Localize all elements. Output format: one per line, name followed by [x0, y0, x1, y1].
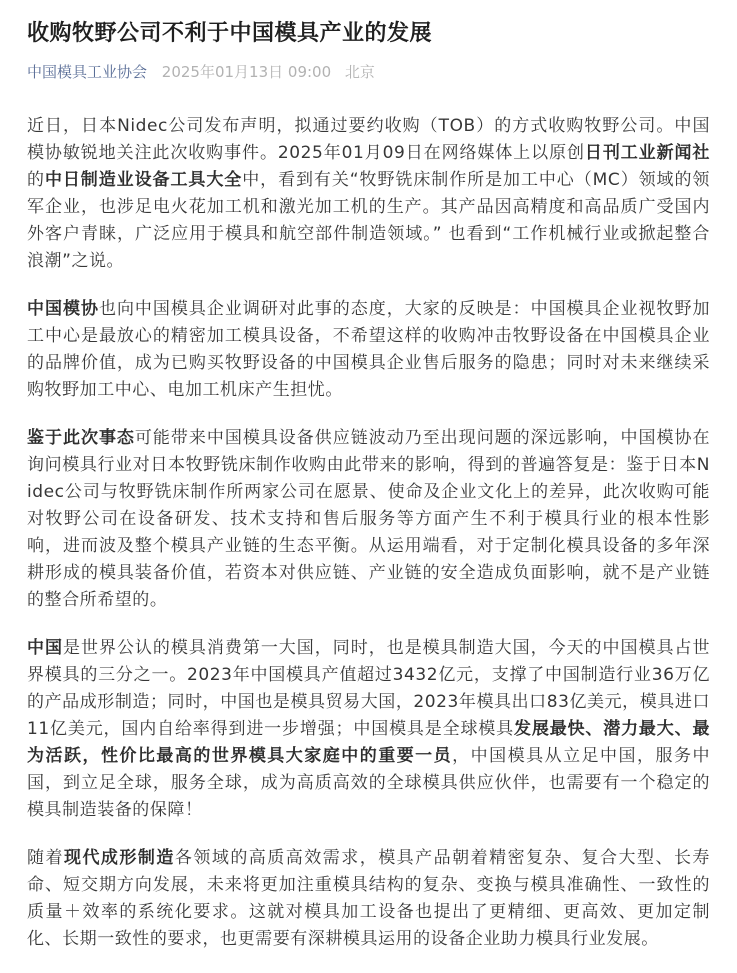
article-paragraph [27, 845, 710, 953]
text-run: 的 [27, 170, 45, 190]
article-title: 收购牧野公司不利于中国模具产业的发展 [27, 21, 433, 46]
publish-datetime: 2025年01月13日 09:00 [161, 63, 332, 81]
article-paragraph [27, 425, 710, 614]
article-paragraph [27, 635, 710, 824]
bold-text-run: 中日制造业设备工具大全 [44, 170, 243, 190]
text-run: 随着 [27, 848, 64, 868]
bold-text-run: 发展最快、潜力最大、最为活跃，性价比最高的世界模具大家庭中的重要一员 [27, 719, 710, 766]
text-run: 也向中国模具企业调研对此事的态度，大家的反映是：中国模具企业视牧野加工中心是最放心的精密加工模具设备，不希望这样的收购冲击牧野设备在中国模具企业的品牌价值，成为已购买牧野设备的中国模具企业售后服务的隐患；同时对未来继续采购牧野加工中心、电加工机床产生担忧。 [27, 299, 711, 400]
account-name-link[interactable]: 中国模具工业协会 [27, 63, 148, 81]
publish-location: 北京 [344, 63, 375, 81]
text-run: ，中国模具从立足中国，服务中国，到立足全球，服务全球，成为高质高效的全球模具供应伙伴，也需要有一个稳定的模具制造装备的保障！ [27, 746, 711, 820]
text-run: 中，看到有关“牧野铣床制作所是加工中心（MC）领域的领军企业，也涉足电火花加工机和激光加工机的生产。其产品因高精度和高品质广受国内外客户青睐，广泛应用于模具和航空部件制造领域。” 也看到“工作机械行业或掀起整合浪潮”之说。 [27, 170, 710, 271]
text-run: 是世界公认的模具消费第一大国，同时，也是模具制造大国，今天的中国模具占世界模具的三分之一。2023年中国模具产值超过3432亿元，支撑了中国制造行业36万亿的产品成形制造；同时，中国也是模具贸易大国，2023年模具出口83亿美元，模具进口11亿美元，国内自给率得到进一步增强；中国模具是全球模具 [27, 638, 710, 739]
text-run: 各领域的高质高效需求，模具产品朝着精密复杂、复合大型、长寿命、短交期方向发展，未来将更加注重模具结构的复杂、变换与模具准确性、一致性的质量＋效率的系统化要求。这就对模具加工设备也提出了更精细、更高效、更加定制化、长期一致性的要求，也更需要有深耕模具运用的设备企业助力模具行业发展。 [27, 848, 710, 949]
bold-text-run: 中国 [27, 638, 63, 658]
bold-text-run: 日刊工业新闻社 [584, 143, 710, 163]
article-paragraph [27, 296, 710, 404]
article-byline [27, 62, 710, 83]
text-run: 可能带来中国模具设备供应链波动乃至出现问题的深远影响，中国模协在询问模具行业对日本牧野铣床制作收购由此带来的影响，得到的普遍答复是：鉴于日本Nidec公司与牧野铣床制作所两家公司在愿景、使命及企业文化上的差异，此次收购可能对牧野公司在设备研发、技术支持和售后服务等方面产生不利于模具行业的根本性影响，进而波及整个模具产业链的生态平衡。从运用端看，对于定制化模具设备的多年深耕形成的模具装备价值，若资本对供应链、产业链的安全造成负面影响，就不是产业链的整合所希望的。 [27, 428, 710, 610]
article-paragraph [27, 113, 710, 275]
text-run: 近日，日本Nidec公司发布声明，拟通过要约收购（TOB）的方式收购牧野公司。中国模协敏锐地关注此次收购事件。2025年01月09日在网络媒体上以原创 [27, 116, 710, 163]
bold-text-run: 现代成形制造 [63, 848, 175, 868]
bold-text-run: 中国模协 [27, 299, 99, 319]
bold-text-run: 鉴于此次事态 [27, 428, 135, 448]
article-body [27, 113, 710, 953]
